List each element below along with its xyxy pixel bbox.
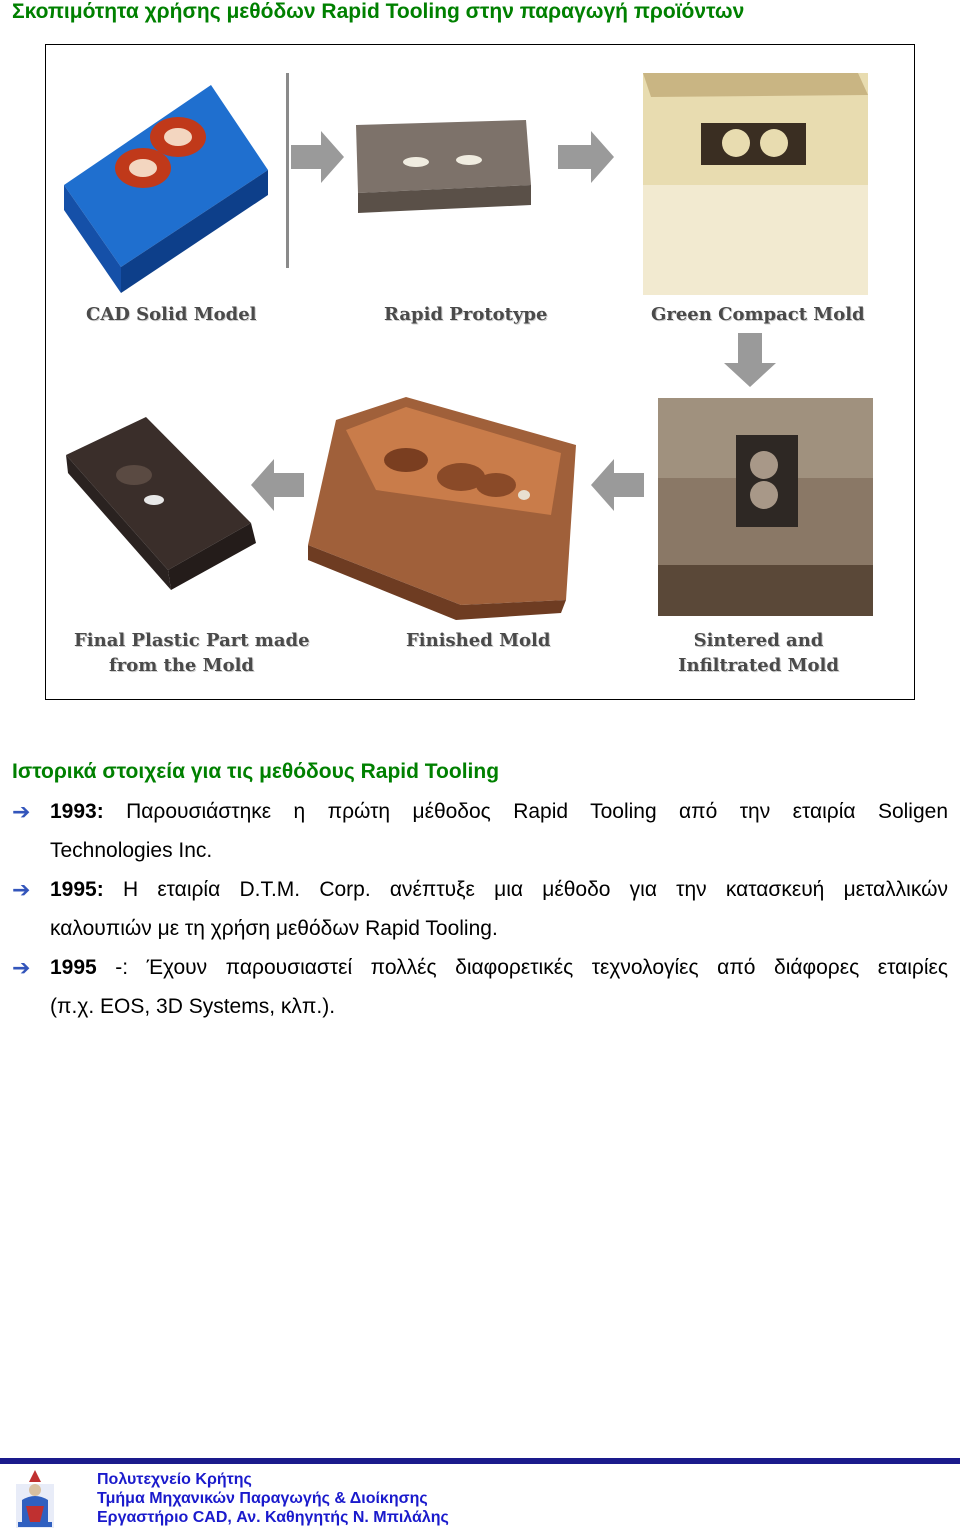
caption-final-plastic-part-line2: from the Mold bbox=[108, 655, 255, 676]
history-item-line1 bbox=[50, 948, 948, 987]
rapid-prototype-image bbox=[356, 120, 531, 213]
arrow-right-icon bbox=[558, 131, 614, 183]
history-item-year: 1993: bbox=[50, 800, 104, 823]
history-item bbox=[12, 870, 948, 948]
arrow-left-icon bbox=[251, 459, 304, 511]
history-item-line2: καλουπιών με τη χρήση μεθόδων Rapid Tooling. bbox=[50, 917, 498, 940]
history-item-text: -: Έχουν παρουσιαστεί πολλές διαφορετικές τεχνολογίες από διάφορες εταιρίες bbox=[115, 956, 948, 979]
divider-line bbox=[286, 73, 289, 268]
footer-line-university: Πολυτεχνείο Κρήτης bbox=[97, 1471, 252, 1488]
arrow-right-icon bbox=[291, 131, 344, 183]
footer-institution bbox=[97, 1470, 449, 1527]
history-item-text: Η εταιρία D.T.M. Corp. ανέπτυξε μια μέθοδο για την κατασκευή μεταλλικών bbox=[122, 878, 948, 901]
sintered-mold-image bbox=[658, 398, 873, 616]
arrow-right-icon: ➔ bbox=[12, 955, 31, 980]
footer-divider bbox=[0, 1458, 960, 1464]
history-heading: Ιστορικά στοιχεία για τις μεθόδους Rapid Tooling bbox=[12, 760, 500, 783]
arrow-right-icon: ➔ bbox=[12, 877, 31, 902]
rapid-tooling-process-figure bbox=[45, 44, 915, 700]
caption-sintered-line2: Infiltrated Mold bbox=[678, 655, 839, 676]
caption-final-plastic-part bbox=[74, 628, 310, 678]
finished-mold-image bbox=[308, 397, 576, 620]
history-item-line1 bbox=[50, 870, 948, 909]
caption-finished-mold: Finished Mold bbox=[406, 630, 551, 651]
caption-sintered-mold bbox=[676, 628, 841, 678]
green-compact-mold-image bbox=[643, 73, 868, 295]
final-plastic-part-image bbox=[66, 417, 256, 590]
arrow-down-icon bbox=[724, 333, 776, 387]
history-item-line2: Technologies Inc. bbox=[50, 839, 213, 862]
arrow-left-icon bbox=[591, 459, 644, 511]
history-item-year: 1995 bbox=[50, 956, 97, 979]
history-item-year: 1995: bbox=[50, 878, 104, 901]
history-item-line2: (π.χ. EOS, 3D Systems, κλπ.). bbox=[50, 995, 336, 1018]
history-item bbox=[12, 792, 948, 870]
footer-line-lab: Εργαστήριο CAD, Αν. Καθηγητής Ν. Μπιλάλης bbox=[97, 1509, 449, 1526]
history-item-text: Παρουσιάστηκε η πρώτη μέθοδος Rapid Tooling από την εταιρία Soligen bbox=[126, 800, 948, 823]
caption-sintered-line1: Sintered and bbox=[693, 630, 824, 651]
caption-final-plastic-part-line1: Final Plastic Part made bbox=[74, 630, 310, 651]
caption-cad-solid-model: CAD Solid Model bbox=[86, 304, 257, 325]
history-item-line1 bbox=[50, 792, 948, 831]
process-illustration bbox=[46, 45, 916, 701]
university-logo-icon bbox=[10, 1466, 60, 1530]
page-title: Σκοπιμότητα χρήσης μεθόδων Rapid Tooling στην παραγωγή προϊόντων bbox=[12, 0, 745, 23]
history-item bbox=[12, 948, 948, 1026]
caption-green-compact-mold: Green Compact Mold bbox=[651, 304, 865, 325]
caption-rapid-prototype: Rapid Prototype bbox=[384, 304, 548, 325]
arrow-right-icon: ➔ bbox=[12, 799, 31, 824]
footer-line-department: Τμήμα Μηχανικών Παραγωγής & Διοίκησης bbox=[97, 1490, 428, 1507]
cad-solid-model-image bbox=[64, 85, 268, 293]
